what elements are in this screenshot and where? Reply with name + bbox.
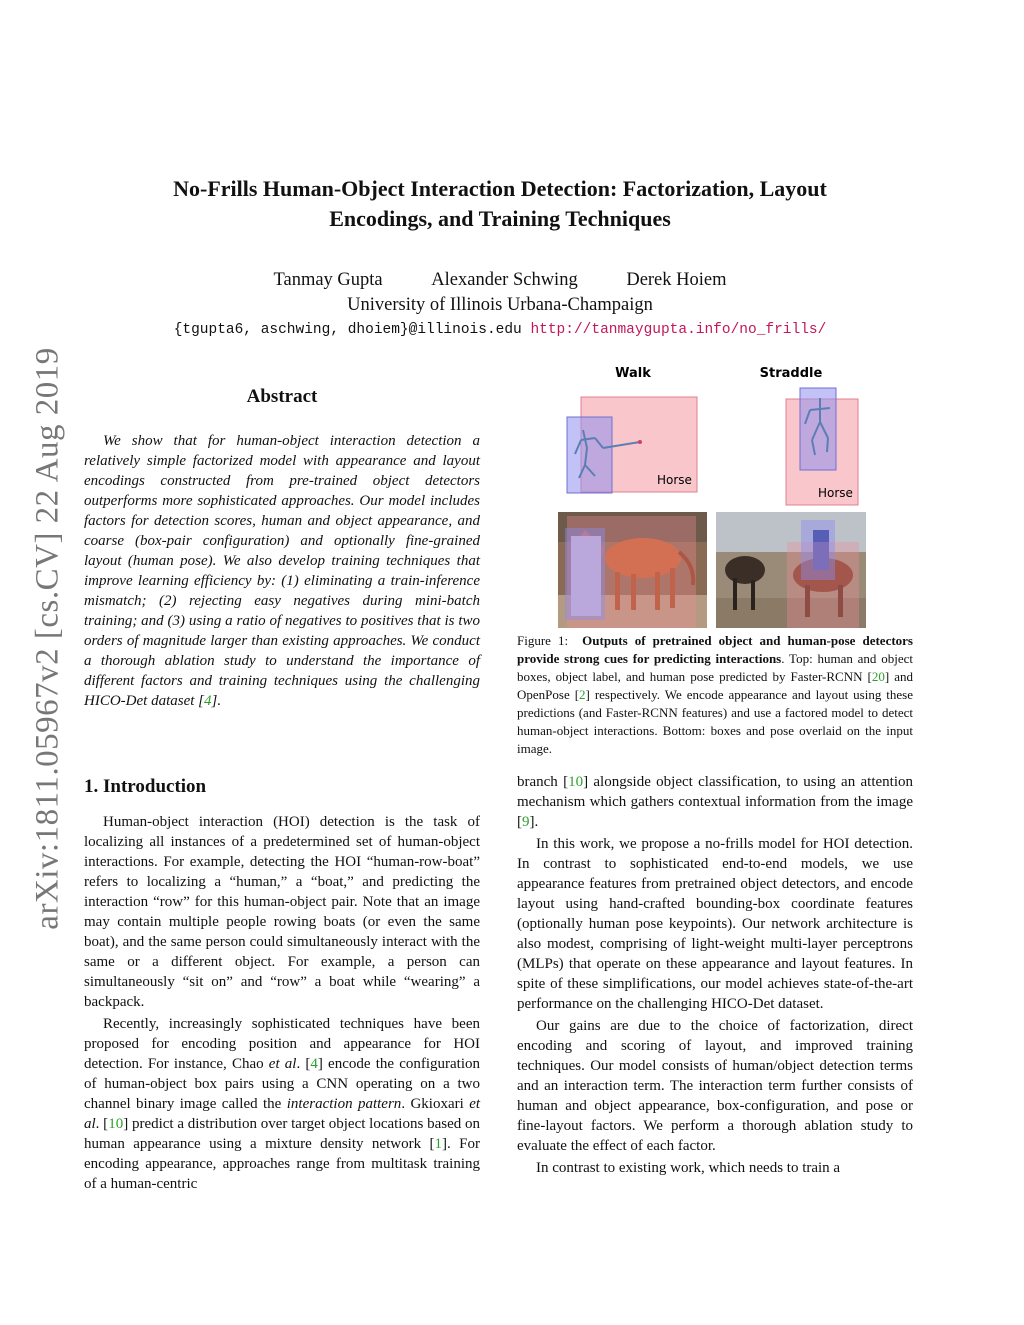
label-horse-straddle: Horse <box>818 486 853 500</box>
label-walk: Walk <box>615 366 651 381</box>
label-straddle: Straddle <box>759 366 823 381</box>
contact-line <box>100 322 900 338</box>
paper-title <box>100 174 900 234</box>
paragraph: In this work, we propose a no-frills model for HOI detection. In contrast to sophisticated end-to-end models, we use appearance features from pretrained object detectors, and encode layout using hand-crafted bounding-box coordinate features (optionally human pose keypoints). Our network architecture is also modest, comprising of light-weight multi-layer perceptrons (MLPs) that operate on these appearance and layout features. In spite of these simplifications, our model achieves state-of-the-art performance on the challenging HICO-Det dataset. <box>517 836 913 1012</box>
author-3: Derek Hoiem <box>626 270 727 290</box>
human-box-straddle <box>800 388 836 470</box>
right-column-body <box>517 772 913 1180</box>
figure-caption: Figure 1: Outputs of pretrained object and human-pose detectors provide strong cues for predicting interactions. Top: human and object boxes, object label, and human pose predicted by Faster-RCNN [20] and OpenPose [2] respectively. We encode appearance and layout using these predictions (and Faster-RCNN features) and use a factored model to detect human-object interactions. Bottom: boxes and pose overlaid on the input image. <box>517 633 914 756</box>
paragraph: Recently, increasingly sophisticated techniques have been proposed for encoding position and appearance for HOI detection. For instance, Chao et al. [4] encode the configuration of human-object box pairs using a CNN operating on a two channel binary image called the interaction pattern. Gkioxari et al. [10] predict a distribution over target object locations based on human appearance using a mixture density network [1]. For encoding appearance, approaches range from multitask training of a human-centric <box>84 1016 481 1192</box>
citation-link[interactable]: 2 <box>579 687 586 702</box>
title-line-2: Encodings, and Training Techniques <box>329 206 671 231</box>
figure-1 <box>555 360 875 630</box>
photo-straddle <box>716 512 866 628</box>
author-1: Tanmay Gupta <box>273 270 383 290</box>
emails: {tgupta6, aschwing, dhoiem}@illinois.edu <box>173 322 522 338</box>
section-heading-introduction: 1. Introduction <box>84 776 207 797</box>
label-horse-walk: Horse <box>657 473 692 487</box>
arxiv-stamp: arXiv:1811.05967v2 [cs.CV] 22 Aug 2019 <box>29 347 66 930</box>
paragraph: In contrast to existing work, which needs to train a <box>536 1160 841 1176</box>
affiliation: University of Illinois Urbana-Champaign <box>347 295 653 315</box>
author-list <box>100 270 900 291</box>
abstract-heading: Abstract <box>246 386 318 407</box>
citation-link[interactable]: 10 <box>108 1116 124 1132</box>
pose-keypoint <box>638 440 642 444</box>
citation-link[interactable]: 9 <box>522 814 530 830</box>
abstract-text: We show that for human-object interaction detection a relatively simple factorized model with appearance and layout encodings constructed from pre-trained object detectors outperforms more sophisticated approaches. Our model includes factors for detection scores, human and object appearance, and coarse (box-pair configuration) and optionally fine-grained layout (human pose). We also develop training techniques that improve learning efficiency by: (1) eliminating a train-inference mismatch; (2) rejecting easy negatives during mini-batch training; and (3) using a ratio of negatives to positives that is two orders of magnitude larger than existing approaches. We conduct a thorough ablation study to understand the importance of different factors and training techniques using the challenging HICO-Det dataset [4]. <box>84 433 480 709</box>
paragraph: Human-object interaction (HOI) detection is the task of localizing all instances of a predetermined set of human-object interactions. For example, detecting the HOI “human-row-boat” refers to localizing a “human,” a “boat,” and predicting the interaction “row” for this human-object pair. Note that an image may contain multiple people rowing boats (or even the same boat), and the same person could simultaneously interact with the same or a different object. For example, a person can simultaneously “sit on” and “row” a boat while “wearing” a backpack. <box>84 814 480 1010</box>
citation-link[interactable]: 1 <box>434 1136 442 1152</box>
human-box-walk <box>567 417 612 493</box>
title-line-1: No-Frills Human-Object Interaction Detection: Factorization, Layout <box>173 176 827 201</box>
author-2: Alexander Schwing <box>431 270 578 290</box>
citation-link[interactable]: 4 <box>310 1056 318 1072</box>
left-column-body <box>84 812 480 1196</box>
paragraph: branch [10] alongside object classification, to using an attention mechanism which gathers contextual information from the image [9]. <box>517 774 913 830</box>
citation-link[interactable]: 20 <box>871 669 885 684</box>
project-url-link[interactable]: http://tanmaygupta.info/no_frills/ <box>530 322 827 338</box>
paragraph: Our gains are due to the choice of factorization, direct encoding and scoring of layout, and improved training techniques. Our model consists of human/object detection terms and an interaction term. The interaction term further consists of human and object appearance, box-configuration, and pose or fine-layout factors. We perform a thorough ablation study to evaluate the effect of each factor. <box>517 1018 913 1154</box>
citation-link[interactable]: 4 <box>204 693 212 709</box>
citation-link[interactable]: 10 <box>568 774 584 790</box>
photo-walk <box>558 512 707 628</box>
